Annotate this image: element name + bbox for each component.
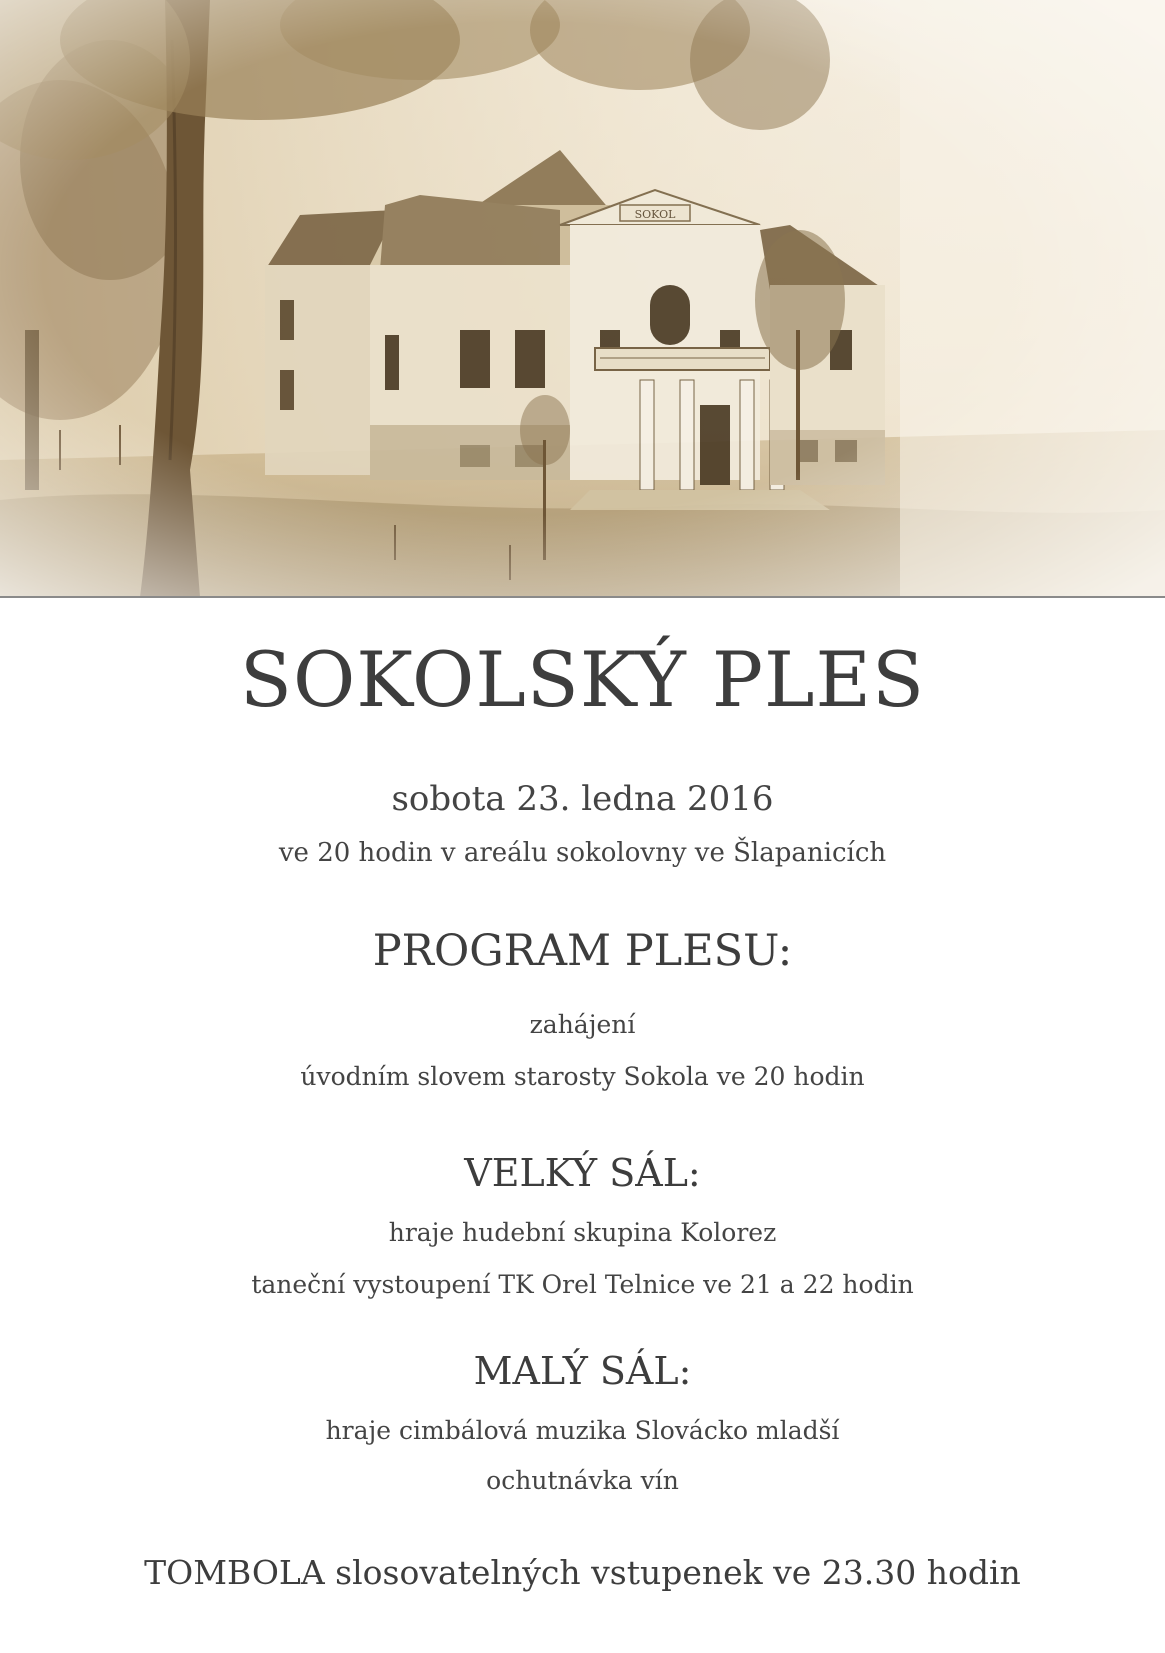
event-venue: ve 20 hodin v areálu sokolovny ve Šlapanicích	[278, 838, 887, 868]
tombola-label: TOMBOLA	[144, 1553, 325, 1592]
program-line-1: zahájení	[529, 1010, 636, 1039]
event-date: sobota 23. ledna 2016	[391, 779, 774, 819]
hero-divider	[0, 596, 1165, 598]
velky-sal-heading: VELKÝ SÁL:	[464, 1151, 701, 1195]
maly-sal-heading: MALÝ SÁL:	[473, 1349, 692, 1393]
tombola-text: slosovatelných vstupenek ve 23.30 hodin	[324, 1553, 1021, 1592]
sokolovna-vintage-photo	[0, 0, 1165, 597]
maly-sal-line-2: ochutnávka vín	[486, 1466, 679, 1495]
hero-photo	[0, 0, 1165, 597]
program-line-2: úvodním slovem starosty Sokola ve 20 hodin	[300, 1062, 865, 1091]
maly-sal-line-1: hraje cimbálová muzika Slovácko mladší	[325, 1416, 840, 1445]
velky-sal-line-1: hraje hudební skupina Kolorez	[388, 1218, 777, 1247]
tombola-line	[0, 1553, 1165, 1592]
program-heading: PROGRAM PLESU:	[372, 926, 793, 976]
event-title: SOKOLSKÝ PLES	[239, 635, 926, 724]
velky-sal-line-2: taneční vystoupení TK Orel Telnice ve 21 a 22 hodin	[251, 1270, 914, 1299]
